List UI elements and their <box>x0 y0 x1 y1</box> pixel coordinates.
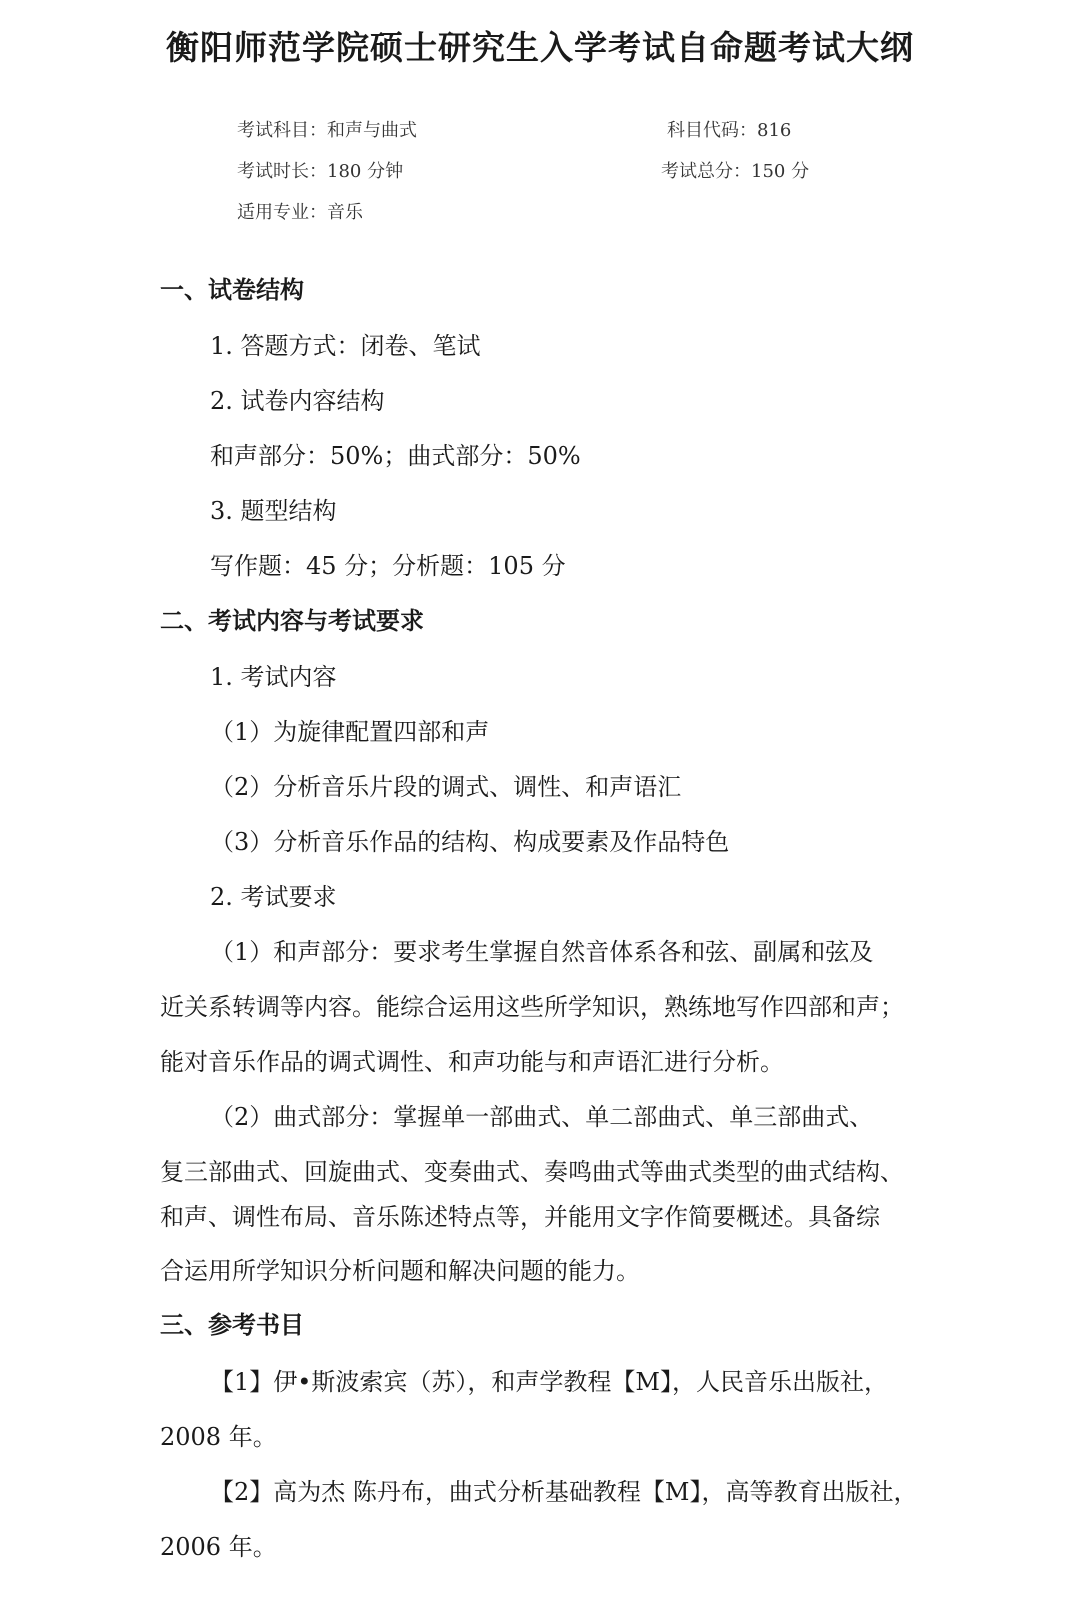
section-heading-references: 三、参考书目 <box>160 1311 304 1339</box>
section-heading-content: 二、考试内容与考试要求 <box>160 607 424 635</box>
section-heading-structure: 一、试卷结构 <box>160 276 304 304</box>
content-structure-title: 2. 试卷内容结构 <box>210 387 385 415</box>
content-structure-detail: 和声部分：50%；曲式部分：50% <box>210 442 581 470</box>
exam-duration: 考试时长：180 分钟 <box>237 161 404 182</box>
page-title: 衡阳师范学院硕士研究生入学考试自命题考试大纲 <box>166 28 914 67</box>
exam-content-item: （2）分析音乐片段的调式、调性、和声语汇 <box>210 773 682 801</box>
exam-content-item: （1）为旋律配置四部和声 <box>210 718 490 746</box>
form-requirement-line: 合运用所学知识分析问题和解决问题的能力。 <box>160 1257 640 1285</box>
reference-item-year: 2008 年。 <box>160 1423 277 1451</box>
question-type-detail: 写作题：45 分；分析题：105 分 <box>210 552 566 580</box>
answer-method: 1. 答题方式：闭卷、笔试 <box>210 332 481 360</box>
subject-code: 科目代码：816 <box>667 120 792 141</box>
form-requirement-line: 和声、调性布局、音乐陈述特点等，并能用文字作简要概述。具备综 <box>160 1203 880 1231</box>
exam-subject: 考试科目：和声与曲式 <box>237 120 417 141</box>
form-requirement-line: 复三部曲式、回旋曲式、变奏曲式、奏鸣曲式等曲式类型的曲式结构、 <box>160 1158 904 1186</box>
reference-item-year: 2006 年。 <box>160 1533 277 1561</box>
harmony-requirement-line: 能对音乐作品的调式调性、和声功能与和声语汇进行分析。 <box>160 1048 784 1076</box>
form-requirement-line: （2）曲式部分：掌握单一部曲式、单二部曲式、单三部曲式、 <box>210 1103 874 1131</box>
exam-content-title: 1. 考试内容 <box>210 663 337 691</box>
harmony-requirement-line: （1）和声部分：要求考生掌握自然音体系各和弦、副属和弦及 <box>210 938 874 966</box>
reference-item: 【1】伊•斯波索宾（苏），和声学教程【M】，人民音乐出版社， <box>210 1368 888 1396</box>
harmony-requirement-line: 近关系转调等内容。能综合运用这些所学知识，熟练地写作四部和声； <box>160 993 904 1021</box>
question-type-title: 3. 题型结构 <box>210 497 337 525</box>
exam-total-score: 考试总分：150 分 <box>661 161 810 182</box>
applicable-major: 适用专业：音乐 <box>237 202 363 223</box>
reference-item: 【2】高为杰 陈丹布，曲式分析基础教程【M】，高等教育出版社， <box>210 1478 918 1506</box>
exam-requirement-title: 2. 考试要求 <box>210 883 337 911</box>
exam-content-item: （3）分析音乐作品的结构、构成要素及作品特色 <box>210 828 730 856</box>
